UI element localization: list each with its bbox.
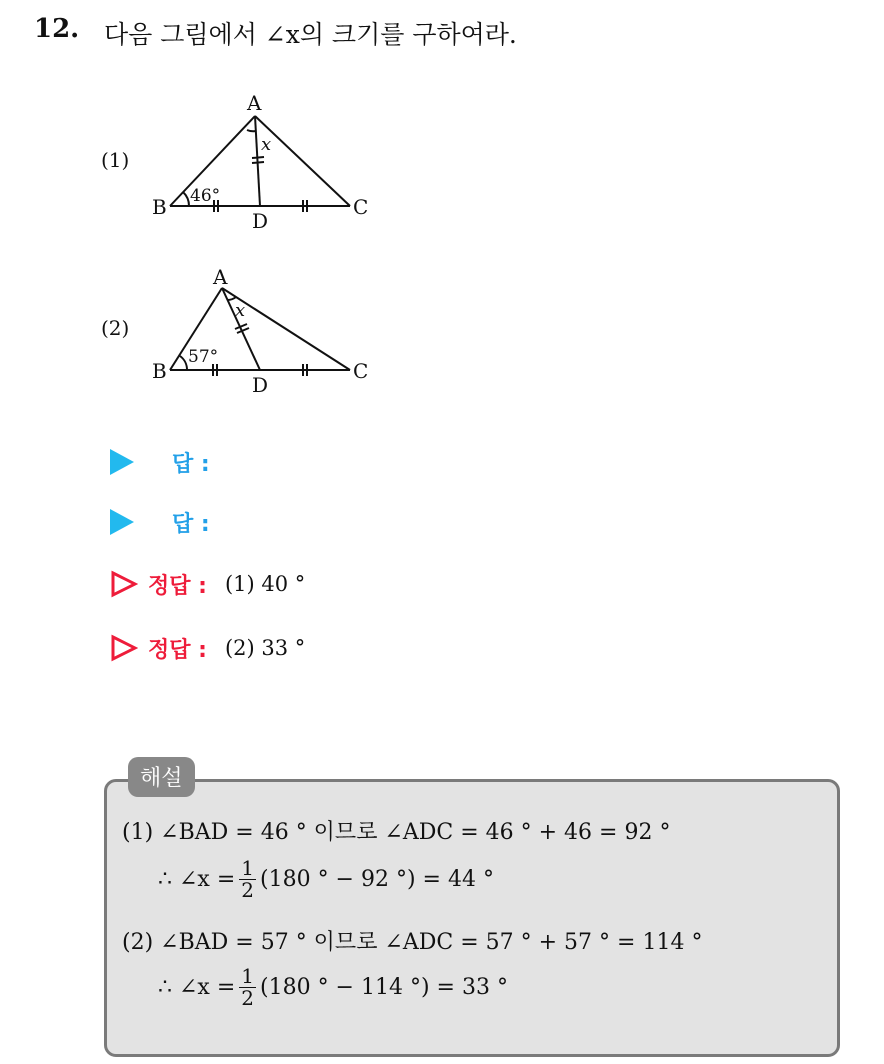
question-text: 다음 그림에서 ∠x의 크기를 구하여라. [104, 20, 517, 49]
explanation-line-4 [158, 966, 508, 1009]
tick-ad-2 [252, 162, 264, 163]
correct-answer-label: 정답 : [148, 573, 207, 599]
computation: (180 ° − 114 °) = 33 ° [260, 975, 508, 1000]
outline-arrow-icon [110, 634, 138, 662]
therefore-prefix: ∴ ∠x = [158, 975, 236, 1000]
side-ac [255, 116, 350, 206]
play-arrow-icon [110, 509, 134, 535]
vertex-b: B [152, 359, 167, 383]
figure-2-part-label: (2) [101, 316, 130, 340]
correct-answer-label: 정답 : [148, 637, 207, 663]
fraction-half: $\frac{1}{2}$ [241, 964, 254, 1010]
computation: (180 ° − 92 °) = 44 ° [260, 867, 494, 892]
correct-answer-value: (2) 33 ° [224, 636, 306, 660]
correct-answer-value: (1) 40 ° [224, 572, 306, 596]
question-number: 12. [34, 14, 80, 44]
correct-answer-row-2 [110, 631, 305, 665]
angle-x-label: x [261, 134, 272, 155]
explanation-line-1: (1) ∠BAD = 46 ° 이므로 ∠ADC = 46 ° + 46 = 92 ° [122, 820, 671, 845]
outline-arrow-icon [110, 570, 138, 598]
angle-b-arc [180, 356, 187, 370]
explanation-title: 해설 [128, 757, 195, 797]
correct-answer-row-1 [110, 567, 305, 601]
explanation-line-2 [158, 858, 494, 901]
answer-row-2 [110, 505, 210, 539]
explanation-line-3: (2) ∠BAD = 57 ° 이므로 ∠ADC = 57 ° + 57 ° = 114 ° [122, 930, 703, 955]
figure-2-triangle [140, 258, 390, 408]
angle-x-label: x [235, 300, 246, 321]
therefore-prefix: ∴ ∠x = [158, 867, 236, 892]
vertex-d: D [252, 209, 269, 233]
figure-1-triangle [140, 88, 390, 238]
angle-b-arc [183, 192, 189, 206]
vertex-b: B [152, 195, 167, 219]
answer-label: 답 : [172, 451, 210, 477]
figure-1-part-label: (1) [101, 148, 130, 172]
vertex-c: C [353, 359, 369, 383]
vertex-d: D [252, 373, 269, 397]
angle-b-label: 46° [190, 186, 221, 206]
answer-row-1 [110, 445, 210, 479]
vertex-a: A [213, 265, 228, 289]
tick-ad-1 [252, 157, 264, 158]
vertex-a: A [247, 91, 262, 115]
play-arrow-icon [110, 449, 134, 475]
answer-label: 답 : [172, 511, 210, 537]
segment-ad [255, 116, 260, 206]
vertex-c: C [353, 195, 369, 219]
angle-x-arc [247, 130, 256, 131]
angle-b-label: 57° [188, 347, 219, 367]
fraction-half: $\frac{1}{2}$ [241, 856, 254, 902]
